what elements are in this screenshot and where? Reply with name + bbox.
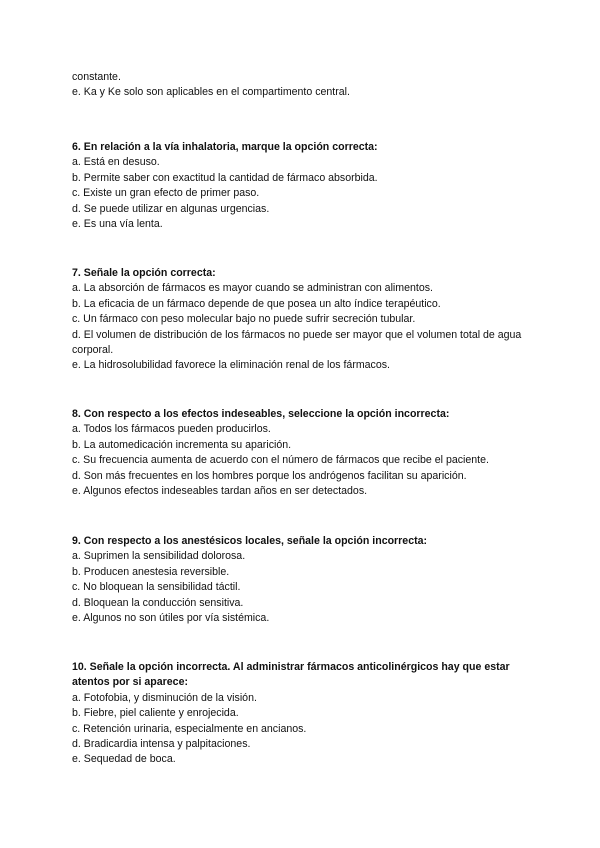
option-d: d. Son más frecuentes en los hombres porque los andrógenos facilitan su aparición. bbox=[72, 469, 467, 482]
question-8 bbox=[72, 407, 532, 499]
option-e: e. Sequedad de boca. bbox=[72, 753, 176, 766]
option-e: e. Algunos efectos indeseables tardan años en ser detectados. bbox=[72, 485, 368, 498]
option-a: a. Todos los fármacos pueden producirlos. bbox=[72, 423, 271, 436]
question-title: 9. Con respecto a los anestésicos locales, señale la opción incorrecta: bbox=[72, 535, 428, 547]
question-10 bbox=[72, 660, 532, 768]
intro-line: e. Ka y Ke solo son aplicables en el compartimento central. bbox=[72, 86, 350, 99]
option-a: a. Fotofobia, y disminución de la visión. bbox=[72, 691, 257, 704]
option-c: c. Existe un gran efecto de primer paso. bbox=[72, 187, 260, 200]
question-6 bbox=[72, 140, 532, 232]
option-d: d. Bradicardia intensa y palpitaciones. bbox=[72, 738, 251, 751]
question-9 bbox=[72, 534, 532, 626]
option-a: a. Está en desuso. bbox=[72, 156, 160, 169]
option-d: d. El volumen de distribución de los fármacos no puede ser mayor que el volumen total de agua corporal. bbox=[72, 328, 522, 357]
intro-block bbox=[72, 70, 532, 101]
option-b: b. Producen anestesia reversible. bbox=[72, 565, 230, 578]
option-c: c. No bloquean la sensibilidad táctil. bbox=[72, 581, 241, 594]
question-title: 10. Señale la opción incorrecta. Al administrar fármacos anticolinérgicos hay que estar atentos por si aparece: bbox=[72, 661, 510, 689]
option-c: c. Retención urinaria, especialmente en ancianos. bbox=[72, 722, 307, 735]
question-title: 7. Señale la opción correcta: bbox=[72, 267, 216, 279]
option-e: e. La hidrosolubilidad favorece la eliminación renal de los fármacos. bbox=[72, 359, 390, 372]
option-a: a. La absorción de fármacos es mayor cuando se administran con alimentos. bbox=[72, 282, 433, 295]
question-title: 6. En relación a la vía inhalatoria, marque la opción correcta: bbox=[72, 141, 378, 153]
intro-line: constante. bbox=[72, 71, 121, 83]
question-title: 8. Con respecto a los efectos indeseables, seleccione la opción incorrecta: bbox=[72, 408, 450, 420]
option-d: d. Bloquean la conducción sensitiva. bbox=[72, 596, 244, 609]
option-c: c. Un fármaco con peso molecular bajo no puede sufrir secreción tubular. bbox=[72, 313, 416, 326]
option-b: b. Fiebre, piel caliente y enrojecida. bbox=[72, 707, 239, 720]
option-b: b. La automedicación incrementa su aparición. bbox=[72, 438, 292, 451]
option-e: e. Es una vía lenta. bbox=[72, 218, 163, 231]
option-d: d. Se puede utilizar en algunas urgencias. bbox=[72, 202, 270, 215]
option-c: c. Su frecuencia aumenta de acuerdo con el número de fármacos que recibe el paciente. bbox=[72, 454, 489, 467]
option-a: a. Suprimen la sensibilidad dolorosa. bbox=[72, 550, 246, 563]
question-7 bbox=[72, 266, 532, 374]
option-b: b. La eficacia de un fármaco depende de que posea un alto índice terapéutico. bbox=[72, 297, 441, 310]
option-b: b. Permite saber con exactitud la cantidad de fármaco absorbida. bbox=[72, 171, 378, 184]
option-e: e. Algunos no son útiles por vía sistémica. bbox=[72, 612, 270, 625]
